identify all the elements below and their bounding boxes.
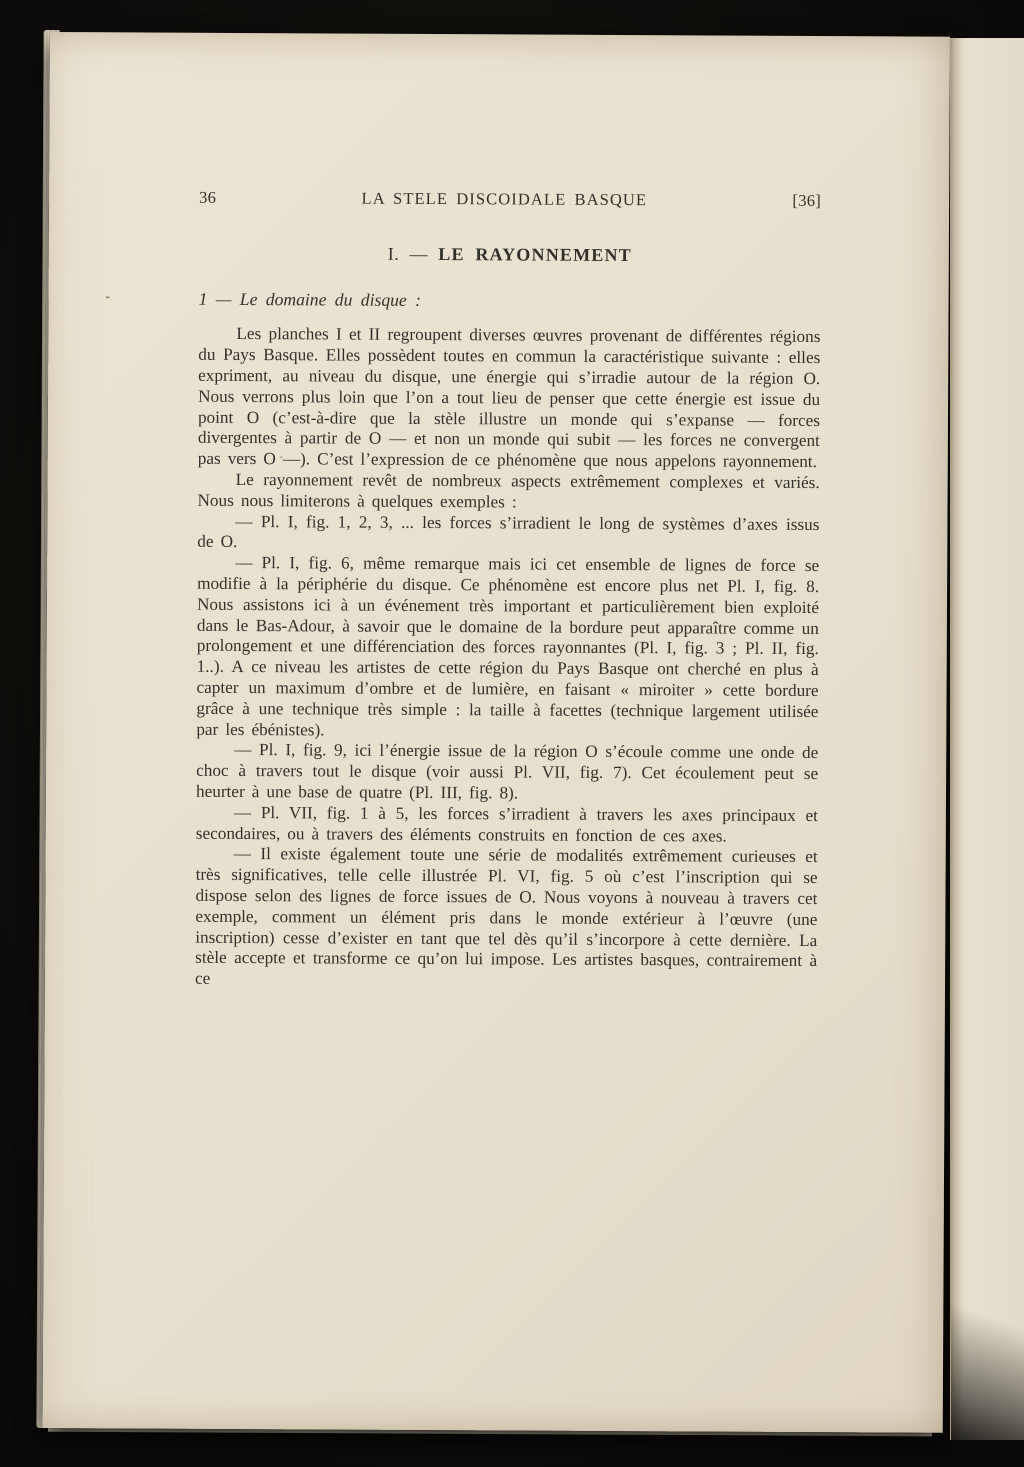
paper-speck [106,296,110,298]
paragraph-6: — Pl. VII, fig. 1 à 5, les forces s’irradient à travers les axes principaux et secondaires, ou à travers des éléments construits en fonction de ces axes. [195,802,818,846]
book-page [43,32,950,1433]
page-header [199,188,821,212]
subsection-heading: 1 — Le domaine du disque : [198,288,422,310]
section-heading [199,243,821,267]
adjacent-page-edge [950,38,1024,1440]
page-number-left: 36 [199,187,217,207]
paragraph-2: Le rayonnement revêt de nombreux aspects extrêmement complexes et variés. Nous nous limiterons à quelques exemples : [197,469,820,512]
paragraph-7: — Il existe également toute une série de modalités extrêmement curieuses et très significatives, telle celle illustrée Pl. VI, fig. 5 où c’est l’inscription qui se dispose selon des lignes de force issues de O. Nous voyons à nouveau à travers cet exemple, comment un élément pris dans le monde extérieur à l’œuvre (une inscription) cesse d’exister en tant que tel dès qu’il s’incorpore à cette dernière. La stèle accepte et transforme ce qu’on lui impose. Les artistes basques, contrairement à ce [194,844,818,988]
page-number-right: [36] [792,190,822,211]
text-block [195,188,821,993]
corner-shadow [951,1270,1024,1440]
paragraph-5: — Pl. I, fig. 9, ici l’énergie issue de la région O s’écoule comme une onde de choc à travers tout le disque (voir aussi Pl. VII, fig. 7). Cet écoulement peut se heurter à une base de quatre (Pl. III, fig. 8). [195,740,819,803]
section-number: I. — [387,243,429,264]
body-paragraphs [195,324,820,993]
paragraph-3: — Pl. I, fig. 1, 2, 3, ... les forces s’irradient le long de systèmes d’axes issus de O. [197,511,820,552]
paragraph-4: — Pl. I, fig. 6, même remarque mais ici cet ensemble de lignes de force se modifie à la périphérie du disque. Ce phénomène est encore plus net Pl. I, fig. 8. Nous assistons ici à un événement très important et particulièrement bien exploité dans le Bas-Adour, à savoir que le domaine de la bordure peut apparaître comme un prolongement et une différenciation des forces rayonnantes (Pl. I, fig. 3 ; Pl. II, fig. 1..). A ce niveau les artistes de cette région du Pays Basque ont cherché en plus à capter un maximum d’ombre et de lumière, en faisant « miroiter » cette bordure grâce à une technique très simple : la taille à facettes (technique largement utilisée par les ébénistes). [196,553,820,739]
section-title: LE RAYONNEMENT [438,243,632,265]
gutter-shadow [951,38,963,1440]
paragraph-1: Les planches I et II regroupent diverses œuvres provenant de différentes régions du Pays Basque. Elles possèdent toutes en commun la caractéristique suivante : elles expriment, au niveau du disque, une énergie qui s’irradie autour de la région O. Nous verrons plus loin que l’on a tout lieu de penser que cette énergie est issue du point O (c’est-à-dire que la stèle illustre un monde qui s’expanse — forces divergentes à partir de O — et non un monde qui subit — les forces ne convergent pas vers O —). C’est l’expression de ce phénomène que nous appelons rayonnement. [197,324,821,472]
running-title: LA STELE DISCOIDALE BASQUE [361,188,648,210]
